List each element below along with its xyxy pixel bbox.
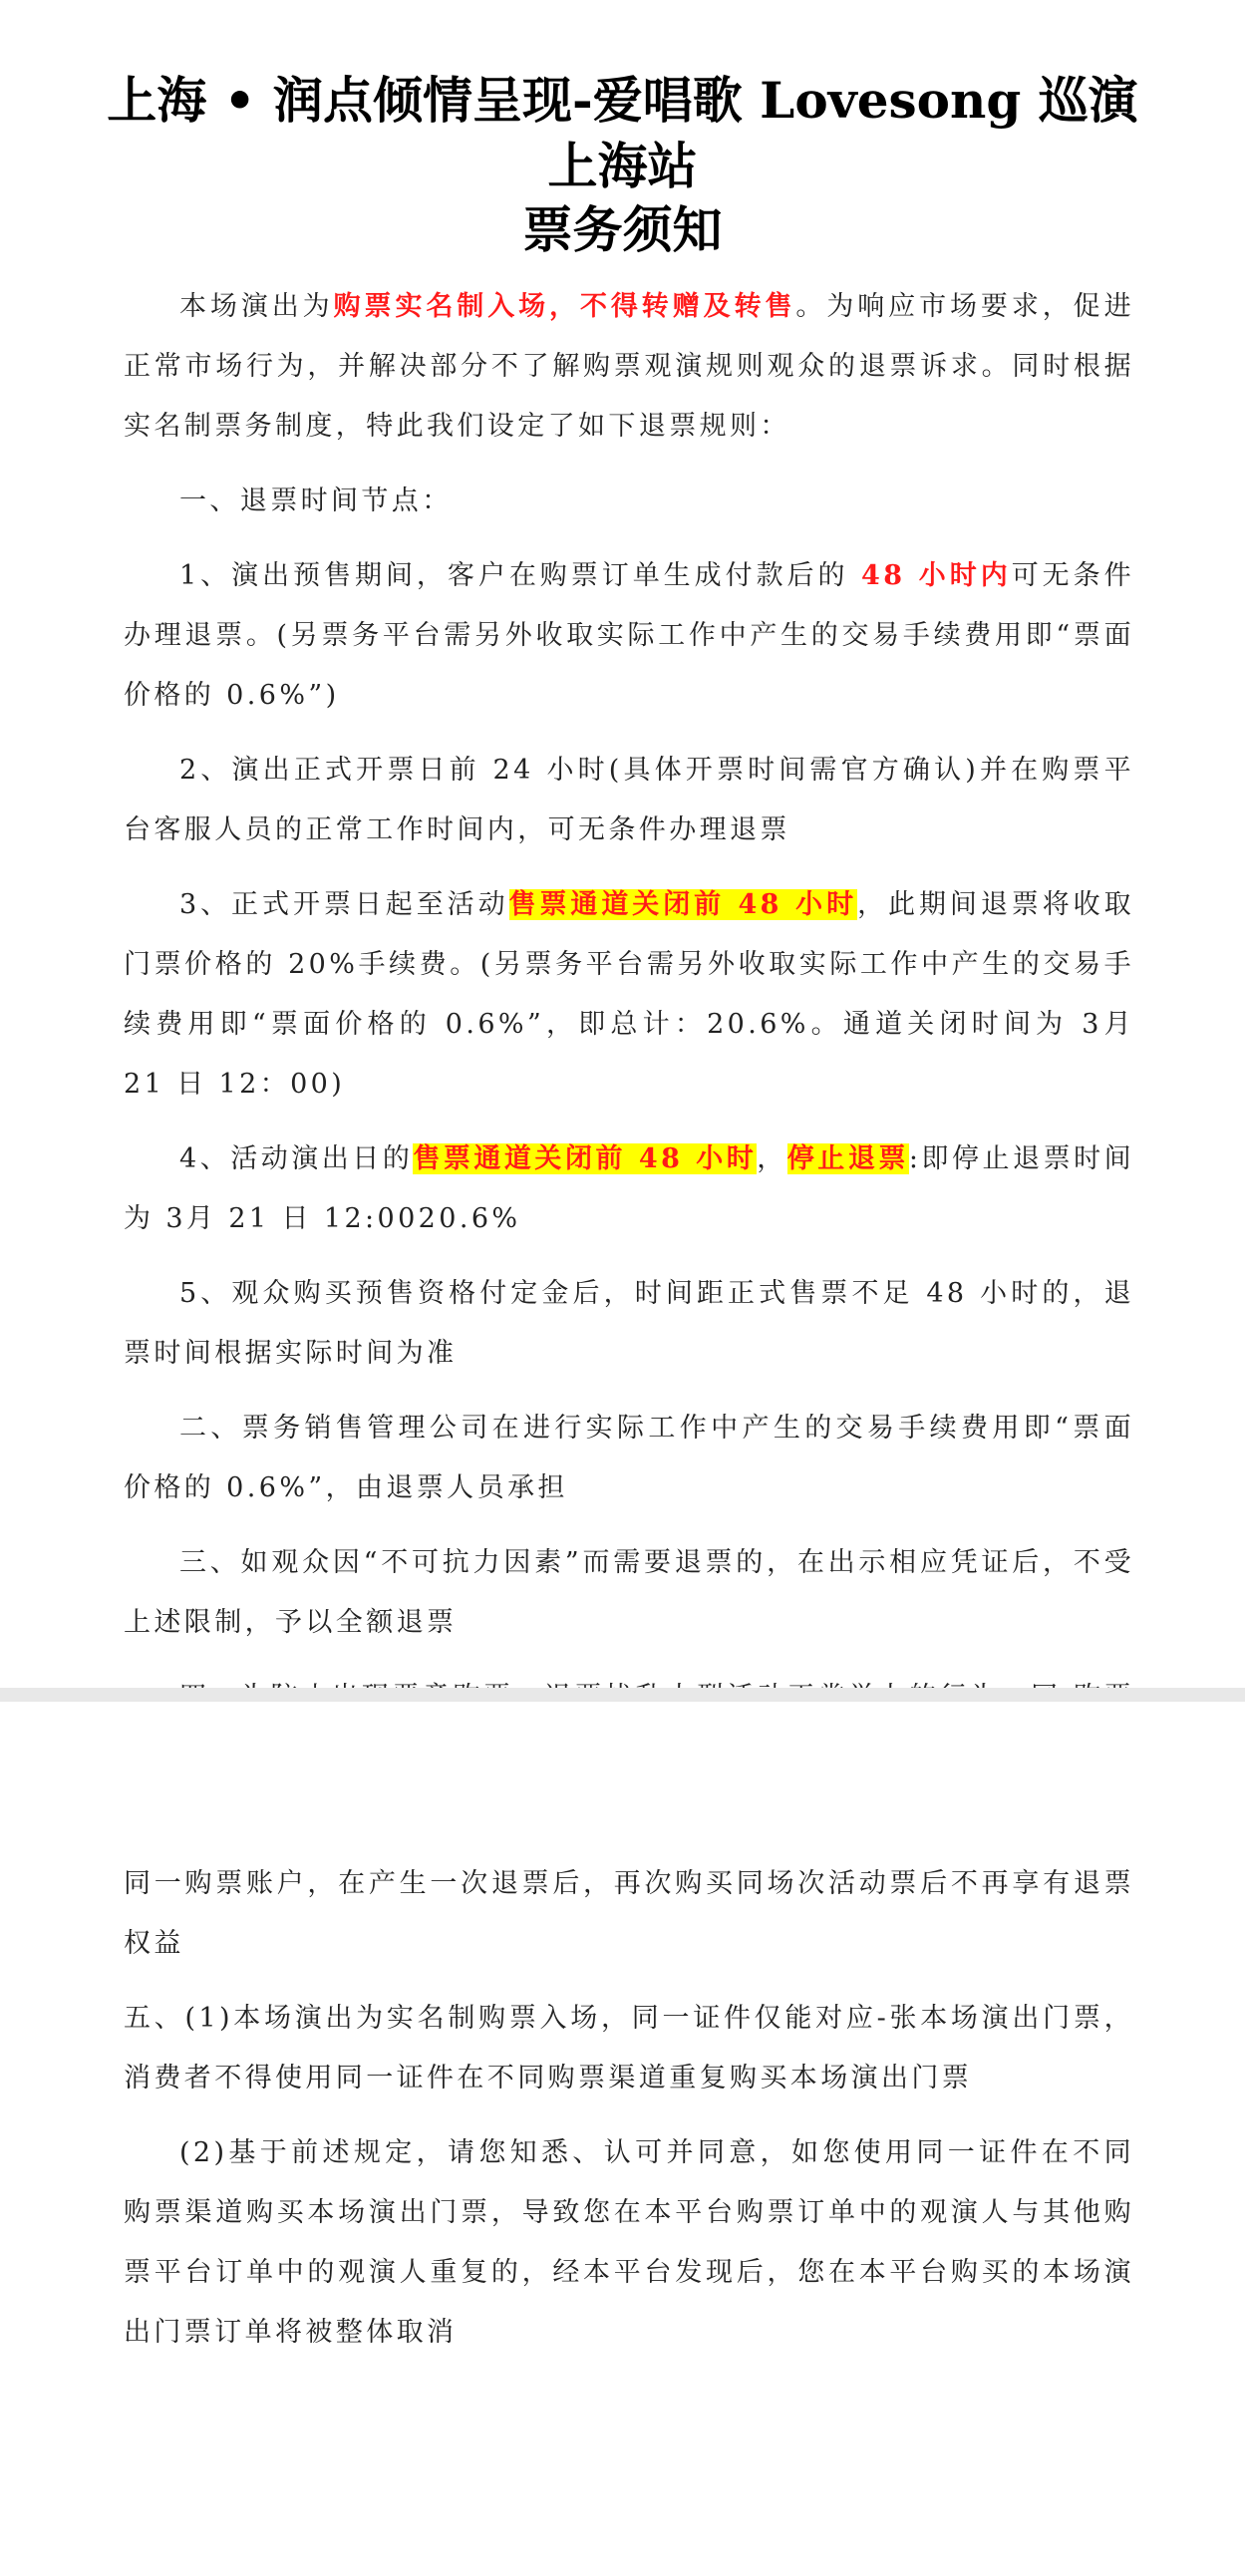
48-hours-emphasis: 48 小时内 (861, 560, 1012, 591)
section-5-clause-1: 五、(1)本场演出为实名制购票入场，同一证件仅能对应-张本场演出门票，消费者不得使用同一证件在不同购票渠道重复购买本场演出门票 (124, 2003, 1134, 2093)
highlight-channel-close-2: 售票通道关闭前 48 小时 (413, 1143, 758, 1174)
notice-body-part-2 (124, 1854, 1134, 2378)
page-separator (0, 1688, 1245, 1702)
highlight-channel-close: 售票通道关闭前 48 小时 (508, 889, 858, 920)
highlight-stop-refund: 停止退票 (786, 1143, 909, 1174)
section-5-clause-2: (2)基于前述规定，请您知悉、认可并同意，如您使用同一证件在不同购票渠道购买本场演出门票，导致您在本平台购票订单中的观演人与其他购票平台订单中的观演人重复的，经本平台发现后，您在本平台购买的本场演出门票订单将被整体取消 (124, 2137, 1134, 2348)
title-line-3: 票务须知 (522, 200, 723, 259)
title-line-2: 上海站 (547, 137, 698, 195)
section-1-heading: 一、退票时间节点： (179, 485, 453, 516)
section-4-part-2: 同一购票账户，在产生一次退票后，再次购买同场次活动票后不再享有退票权益 (124, 1868, 1134, 1959)
refund-rule-4: 4、活动演出日的售票通道关闭前 48 小时，停止退票:即停止退票时间为 3月 21 日 12:0020.6% (124, 1143, 1135, 1234)
real-name-warning: 购票实名制入场，不得转赠及转售 (333, 291, 796, 322)
section-2: 二、票务销售管理公司在进行实际工作中产生的交易手续费用即“票面价格的 0.6%”，由退票人员承担 (124, 1413, 1134, 1503)
title-line-1: 上海 • 润点倾情呈现-爱唱歌 Lovesong 巡演 (107, 71, 1138, 130)
intro-paragraph: 本场演出为购票实名制入场，不得转赠及转售。为响应市场要求，促进正常市场行为，并解决部分不了解购票观演规则观众的退票诉求。同时根据实名制票务制度，特此我们设定了如下退票规则： (124, 291, 1135, 442)
refund-rule-2: 2、演出正式开票日前 24 小时(具体开票时间需官方确认)并在购票平台客服人员的正常工作时间内，可无条件办理退票 (124, 755, 1134, 845)
refund-rule-1: 1、演出预售期间，客户在购票订单生成付款后的 48 小时内可无条件办理退票。(另票务平台需另外收取实际工作中产生的交易手续费用即“票面价格的 0.6%”) (124, 560, 1134, 711)
section-3: 三、如观众因“不可抗力因素”而需要退票的，在出示相应凭证后，不受上述限制，予以全额退票 (124, 1547, 1134, 1638)
refund-rule-5: 5、观众购买预售资格付定金后，时间距正式售票不足 48 小时的，退票时间根据实际时间为准 (124, 1278, 1134, 1369)
notice-body-part-1 (124, 277, 1134, 1802)
refund-rule-3: 3、正式开票日起至活动售票通道关闭前 48 小时，此期间退票将收取门票价格的 20%手续费。(另票务平台需另外收取实际工作中产生的交易手续费用即“票面价格的 0.6%”，即总计：20.6%。通道关闭时间为 3月 21 日 12：00) (124, 889, 1134, 1100)
